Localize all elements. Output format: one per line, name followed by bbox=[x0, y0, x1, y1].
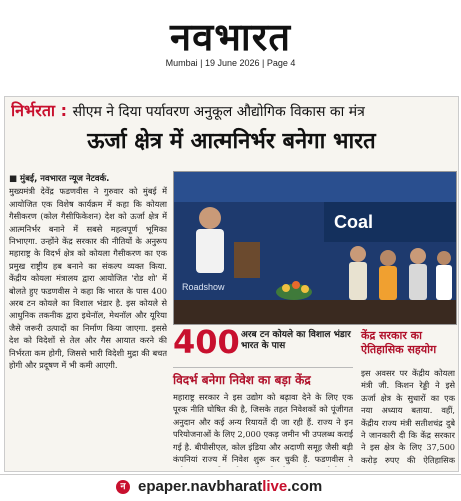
flower-1 bbox=[282, 284, 290, 292]
url-live: live bbox=[262, 478, 288, 495]
podium bbox=[234, 242, 260, 278]
dignitary-1-head bbox=[350, 246, 366, 262]
dignitary-1-body bbox=[349, 262, 367, 300]
dignitary-4-body bbox=[436, 265, 452, 300]
kicker-separator: : bbox=[55, 101, 73, 120]
banner-text: Coal bbox=[334, 212, 374, 232]
article-column-2: महाराष्ट्र सरकार ने इस उद्योग को बढ़ावा देने के लिए एक पूरक नीति घोषित की है, जिसके तहत निवेशकों को पूंजीगत अनुदान और कई अन्य रियायतें दी जा रही हैं. राज्य ने इन परियोजनाओं के लिए 2,000 एकड़ जमीन भी उपलब्ध कराई गई है. बीपीसीएल, कोल इंडिया और अदाणी समूह जैसी बड़ी कंपनियां राज्य में निवेश शुरू कर चुकी हैं. फडणवीस ने bbox=[173, 392, 353, 465]
newspaper-logo[interactable]: नवभारत bbox=[170, 15, 291, 59]
flower-2 bbox=[292, 281, 300, 289]
stage-floor bbox=[174, 300, 456, 324]
speaker-head bbox=[199, 207, 221, 229]
byline: ■ मुंबई, नवभारत न्यूज नेटवर्क. bbox=[9, 174, 110, 184]
kicker-row bbox=[11, 99, 451, 121]
event-photo bbox=[173, 171, 457, 325]
subheading-vidarbha: विदर्भ बनेगा निवेश का बड़ा केंद्र bbox=[173, 367, 353, 389]
url-prefix: epaper.navbharat bbox=[138, 478, 263, 495]
banner-subtext: Roadshow bbox=[182, 282, 225, 292]
kicker-label: निर्भरता bbox=[11, 101, 56, 120]
stage-top-band bbox=[174, 172, 456, 202]
url-suffix: .com bbox=[287, 478, 323, 495]
subheading-central-support: केंद्र सरकार का ऐतिहासिक सहयोग bbox=[361, 329, 437, 356]
flower-3 bbox=[301, 285, 309, 293]
epaper-url-link[interactable] bbox=[138, 478, 322, 495]
pull-quote bbox=[173, 323, 353, 361]
epaper-page[interactable] bbox=[4, 96, 459, 472]
pull-quote-text: अरब टन कोयले का विशाल भंडार भारत के पास bbox=[241, 330, 351, 351]
column-1-text: मुख्यमंत्री देवेंद्र फडणवीस ने गुरुवार को मुंबई में आयोजित एक विशेष कार्यक्रम में कहा कि कोयला गैसीकरण (कोल गैसीफिकेशन) देश को ऊर्जा क्षेत्र में आत्मनिर्भर बनाने में सबसे महत्वपूर्ण भूमिका निभाएगा. उन्होंने केंद्र सरकार की नीतियों के अनुरूप महाराष्ट्र के विदर्भ क्षेत्र को कोयला गैसीकरण का एक प्रमुख राष्ट्रीय हब बनाने का संकल्प व्यक्त किया. केंद्रीय कोयला मंत्रालय द्वारा आयोजित 'रोड शो' में बोलते हुए फडणवीस ने कहा कि भारत के पास 400 अरब टन कोयले का विशाल भंडार है. इस कोयले से आधुनिक तकनीक द्वारा इथेनॉल, मेथनॉल और यूरिया जैसे जरूरी उत्पादों का निर्माण किया जाएगा. इससे देश को विदेशों से तेल और गैस आयात करने की निर्भरता कम होगी, जिससे भारी विदेशी मुद्रा की बचत होगी और प्रदूषण में भी कमी आएगी. bbox=[9, 186, 167, 371]
dignitary-3-head bbox=[410, 248, 426, 264]
article-column-1 bbox=[9, 172, 167, 462]
speaker-body bbox=[196, 229, 224, 273]
dateline: Mumbai | 19 June 2026 | Page 4 bbox=[165, 58, 296, 68]
footer bbox=[0, 474, 461, 501]
kicker-text: सीएम ने दिया पर्यावरण अनुकूल औद्योगिक विकास का मंत्र bbox=[72, 104, 365, 120]
article-headline: ऊर्जा क्षेत्र में आत्मनिर्भर बनेगा भारत bbox=[87, 128, 376, 154]
masthead bbox=[0, 0, 461, 72]
article-column-3: इस अवसर पर केंद्रीय कोयला मंत्री जी. किशन रेड्डी ने इसे ऊर्जा क्षेत्र के सुधारों का एक नया अध्याय बताया. वहीं, केंद्रीय राज्य मंत्री सतीशचंद्र दुबे ने जानकारी दी कि केंद्र सरकार ने इस क्षेत्र के लिए 37,500 करोड़ रुपए की ऐतिहासिक bbox=[361, 368, 455, 465]
navbharat-icon[interactable]: न bbox=[116, 480, 130, 494]
event-photo-illustration bbox=[174, 172, 456, 324]
dignitary-2-body bbox=[379, 266, 397, 300]
dignitary-4-head bbox=[437, 251, 451, 265]
dignitary-2-head bbox=[380, 250, 396, 266]
dignitary-3-body bbox=[409, 264, 427, 300]
pull-quote-number: 400 bbox=[173, 323, 240, 361]
